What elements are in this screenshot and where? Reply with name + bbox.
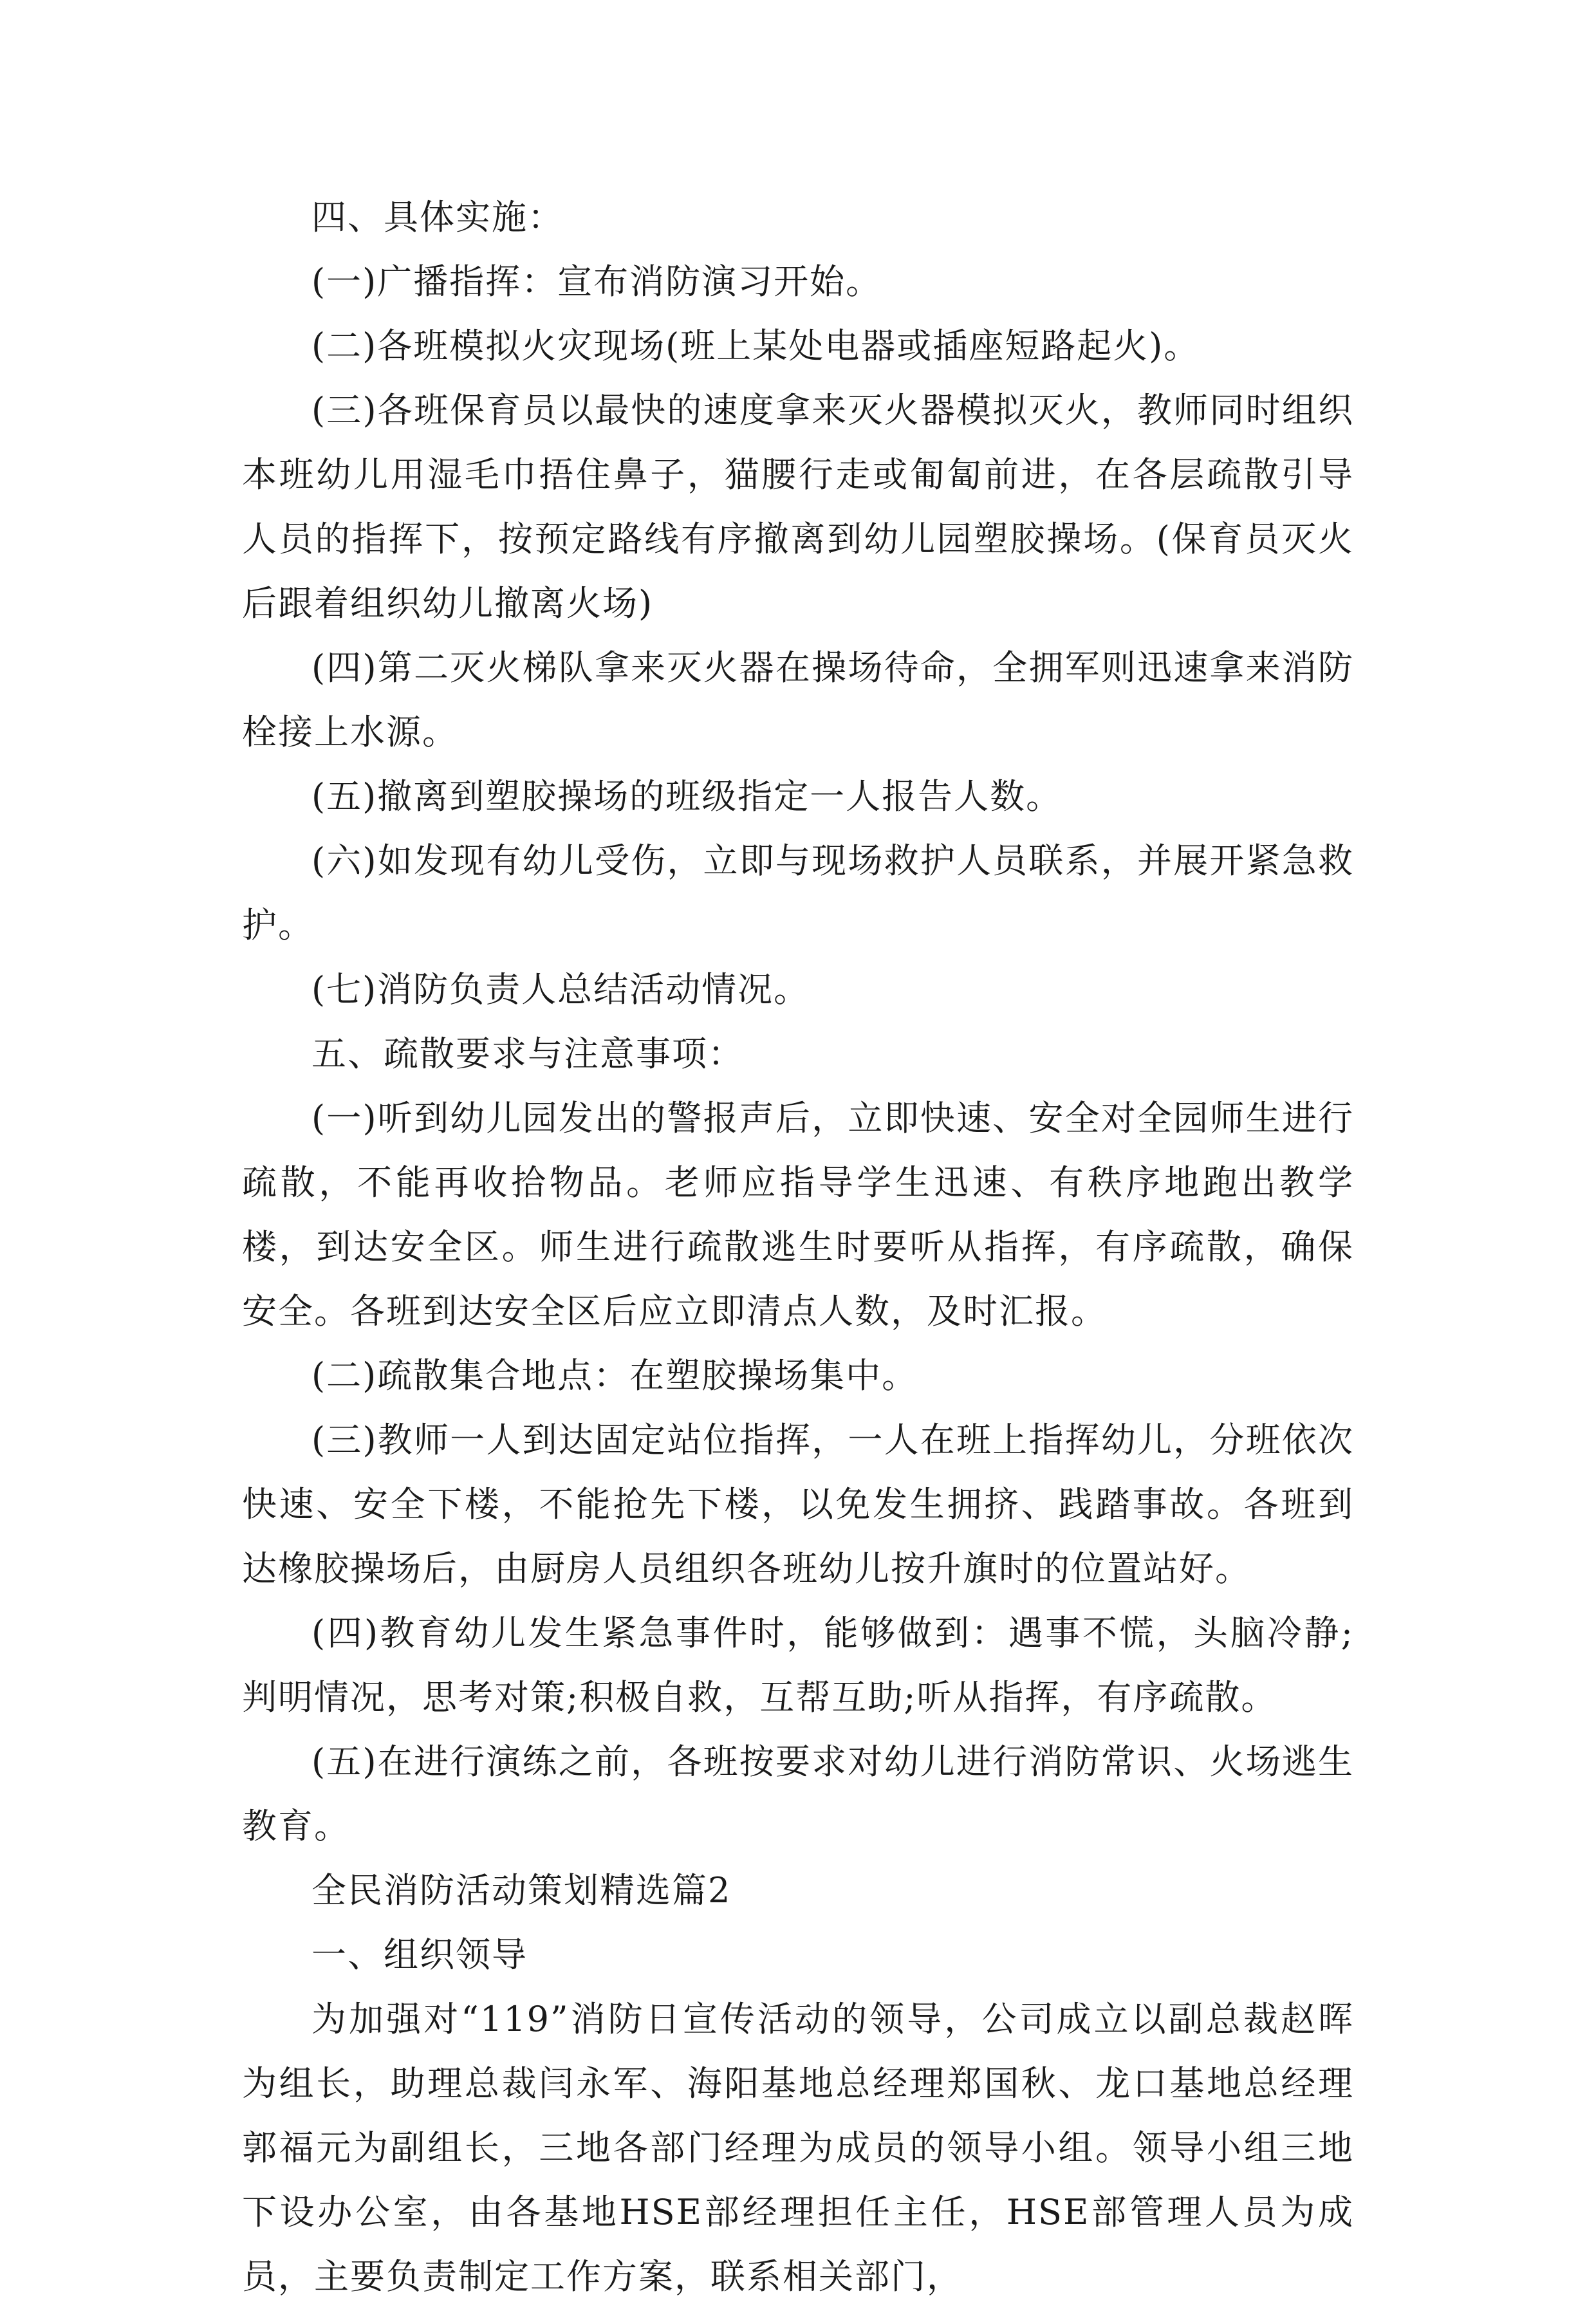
paragraph: (五)在进行演练之前，各班按要求对幼儿进行消防常识、火场逃生教育。	[242, 1741, 1354, 1846]
paragraph: (四)教育幼儿发生紧急事件时，能够做到：遇事不慌，头脑冷静;判明情况，思考对策;积极自救，互帮互助;听从指挥，有序疏散。	[242, 1613, 1354, 1718]
paragraph: (二)各班模拟火灾现场(班上某处电器或插座短路起火)。	[311, 326, 1200, 366]
paragraph: (三)各班保育员以最快的速度拿来灭火器模拟灭火，教师同时组织本班幼儿用湿毛巾捂住鼻子，猫腰行走或匍匐前进，在各层疏散引导人员的指挥下，按预定路线有序撤离到幼儿园塑胶操场。(保育员灭火后跟着组织幼儿撤离火场)	[242, 390, 1354, 624]
paragraph: (四)第二灭火梯队拿来灭火器在操场待命，全拥军则迅速拿来消防栓接上水源。	[242, 647, 1354, 752]
section-heading-implementation: 四、具体实施：	[311, 197, 564, 237]
paragraph: (三)教师一人到达固定站位指挥，一人在班上指挥幼儿，分班依次快速、安全下楼，不能抢先下楼，以免发生拥挤、践踏事故。各班到达橡胶操场后，由厨房人员组织各班幼儿按升旗时的位置站好。	[242, 1420, 1354, 1589]
paragraph: (五)撤离到塑胶操场的班级指定一人报告人数。	[311, 776, 1062, 817]
paragraph: 为加强对“119”消防日宣传活动的领导，公司成立以副总裁赵晖为组长，助理总裁闫永军、海阳基地总经理郑国秋、龙口基地总经理郭福元为副组长，三地各部门经理为成员的领导小组。领导小组三地下设办公室，由各基地HSE部经理担任主任，HSE部管理人员为成员，主要负责制定工作方案，联系相关部门，	[242, 1999, 1354, 2297]
document-body	[242, 185, 1354, 2309]
paragraph: (六)如发现有幼儿受伤，立即与现场救护人员联系，并展开紧急救护。	[242, 840, 1354, 945]
paragraph: (一)广播指挥：宣布消防演习开始。	[311, 261, 882, 302]
section-heading-organization: 一、组织领导	[311, 1934, 528, 1975]
paragraph: (二)疏散集合地点：在塑胶操场集中。	[311, 1355, 918, 1396]
paragraph: (七)消防负责人总结活动情况。	[311, 969, 810, 1010]
article-title: 全民消防活动策划精选篇2	[311, 1870, 732, 1911]
section-heading-evacuation: 五、疏散要求与注意事项：	[311, 1034, 744, 1074]
paragraph: (一)听到幼儿园发出的警报声后，立即快速、安全对全园师生进行疏散，不能再收拾物品。老师应指导学生迅速、有秩序地跑出教学楼，到达安全区。师生进行疏散逃生时要听从指挥，有序疏散，确保安全。各班到达安全区后应立即清点人数，及时汇报。	[242, 1098, 1354, 1331]
